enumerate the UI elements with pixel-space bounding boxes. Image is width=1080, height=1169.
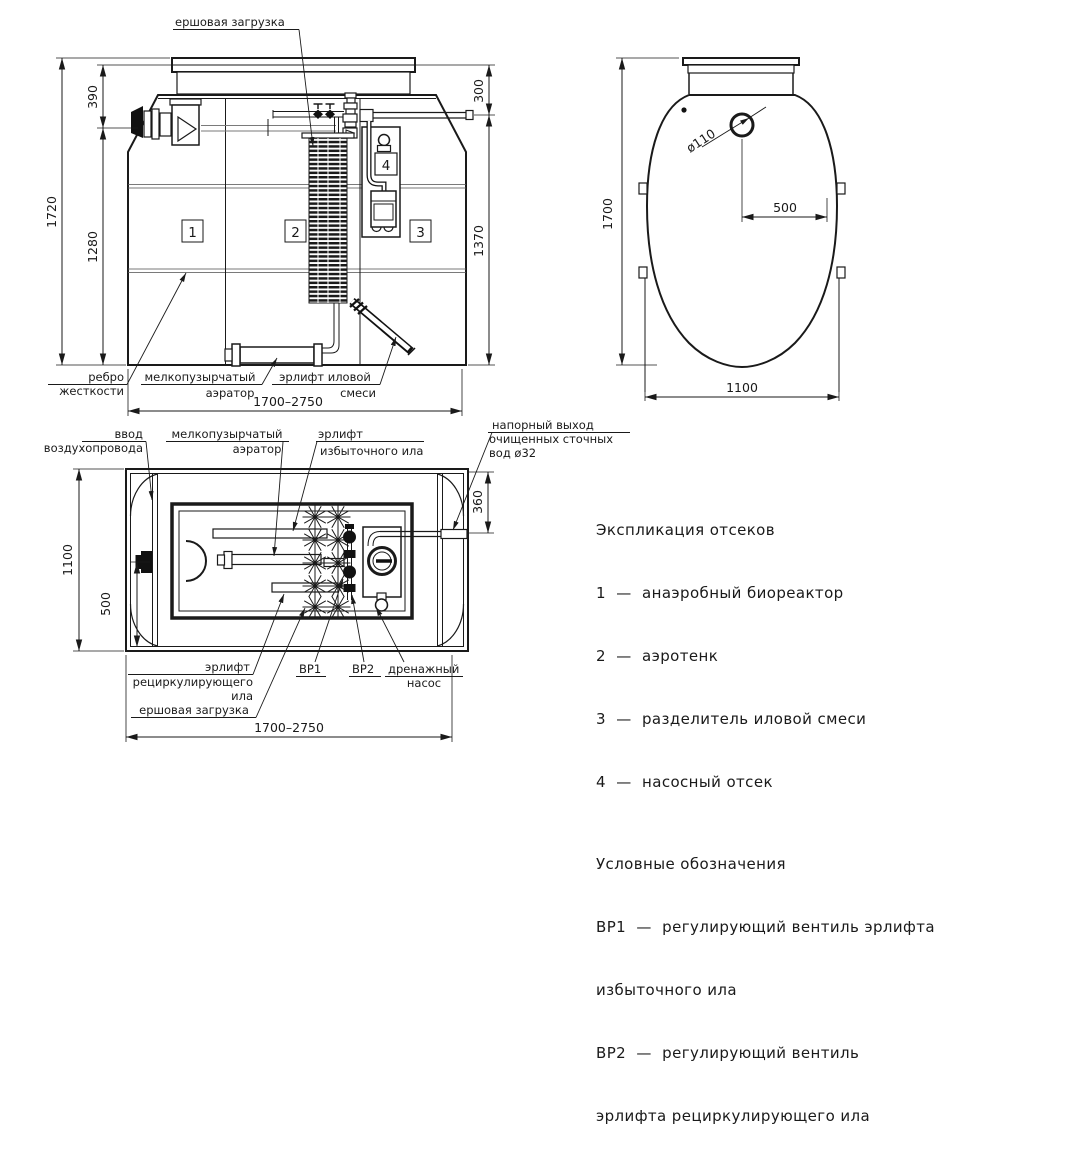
svg-text:рециркулирующего: рециркулирующего: [132, 675, 253, 689]
svg-text:мелкопузырчатый: мелкопузырчатый: [171, 427, 283, 441]
svg-text:ила: ила: [231, 689, 253, 703]
svg-text:1100: 1100: [60, 544, 75, 576]
legend-item: 4 — насосный отсек: [596, 773, 773, 791]
svg-text:воздухопровода: воздухопровода: [43, 441, 143, 455]
svg-text:ершовая загрузка: ершовая загрузка: [175, 15, 285, 29]
svg-text:1700–2750: 1700–2750: [254, 720, 324, 735]
legend-symbol-line: ВР1 — регулирующий вентиль эрлифта: [596, 918, 936, 936]
compartment-4-number: 4: [381, 158, 391, 174]
svg-text:ребро: ребро: [88, 370, 124, 384]
legend-title: Экспликация отсеков: [596, 521, 775, 539]
legend-block: [596, 478, 935, 1169]
svg-text:ершовая загрузка: ершовая загрузка: [139, 703, 249, 717]
svg-text:1280: 1280: [85, 231, 100, 263]
svg-text:насос: насос: [406, 676, 442, 690]
vent-hole: [681, 107, 686, 112]
legend-item: 2 — аэротенк: [596, 647, 719, 665]
legend-item: 1 — анаэробный биореактор: [596, 584, 844, 602]
valve-vr2-plan: [343, 566, 356, 579]
svg-text:1100: 1100: [726, 380, 758, 395]
svg-text:аэратор: аэратор: [205, 386, 255, 400]
svg-text:дренажный: дренажный: [388, 662, 460, 676]
front-lid: [172, 58, 415, 94]
svg-text:1700–2750: 1700–2750: [253, 394, 323, 409]
svg-text:300: 300: [471, 79, 486, 103]
legend-symbol-line: избыточного ила: [596, 981, 737, 999]
svg-text:смеси: смеси: [340, 386, 376, 400]
svg-text:эрлифт иловой: эрлифт иловой: [279, 370, 371, 384]
svg-text:жесткости: жесткости: [59, 384, 124, 398]
svg-text:избыточного ила: избыточного ила: [320, 444, 424, 458]
compartment-1-number: 1: [188, 225, 197, 241]
svg-text:эрлифт: эрлифт: [318, 427, 363, 441]
fine-bubble-aerator-front: [225, 344, 322, 366]
drain-pump-front: [371, 191, 396, 232]
svg-text:мелкопузырчатый: мелкопузырчатый: [144, 370, 256, 384]
svg-text:очищенных сточных: очищенных сточных: [489, 432, 614, 446]
pump-compartment: [362, 121, 400, 237]
svg-text:аэратор: аэратор: [232, 442, 282, 456]
svg-text:360: 360: [470, 490, 485, 514]
compartment-1-box: [182, 220, 203, 242]
legend-symbols-title: Условные обозначения: [596, 855, 786, 873]
svg-text:ø110: ø110: [683, 125, 719, 156]
svg-text:500: 500: [98, 592, 113, 616]
legend-item: 3 — разделитель иловой смеси: [596, 710, 867, 728]
svg-text:ВР2: ВР2: [352, 662, 375, 676]
svg-text:390: 390: [85, 85, 100, 109]
compartment-3-box: [410, 220, 431, 242]
svg-text:1370: 1370: [471, 225, 486, 257]
legend-symbol-line: ВР2 — регулирующий вентиль: [596, 1044, 860, 1062]
valve-vr1-plan: [343, 531, 356, 544]
svg-text:ввод: ввод: [114, 427, 143, 441]
compartment-2-box: [285, 220, 306, 242]
svg-text:1700: 1700: [600, 198, 615, 230]
svg-text:500: 500: [773, 200, 797, 215]
compartment-2-number: 2: [291, 225, 300, 241]
svg-text:напорный выход: напорный выход: [492, 418, 594, 432]
svg-text:вод ø32: вод ø32: [489, 446, 537, 460]
float-switch-icon: [379, 135, 390, 146]
svg-text:эрлифт: эрлифт: [205, 660, 250, 674]
legend-symbol-line: эрлифта рециркулирующего ила: [596, 1107, 871, 1125]
compartment-3-number: 3: [416, 225, 425, 241]
brush-loading-block: [302, 133, 354, 303]
svg-text:1720: 1720: [44, 196, 59, 228]
svg-text:ВР1: ВР1: [299, 662, 322, 676]
